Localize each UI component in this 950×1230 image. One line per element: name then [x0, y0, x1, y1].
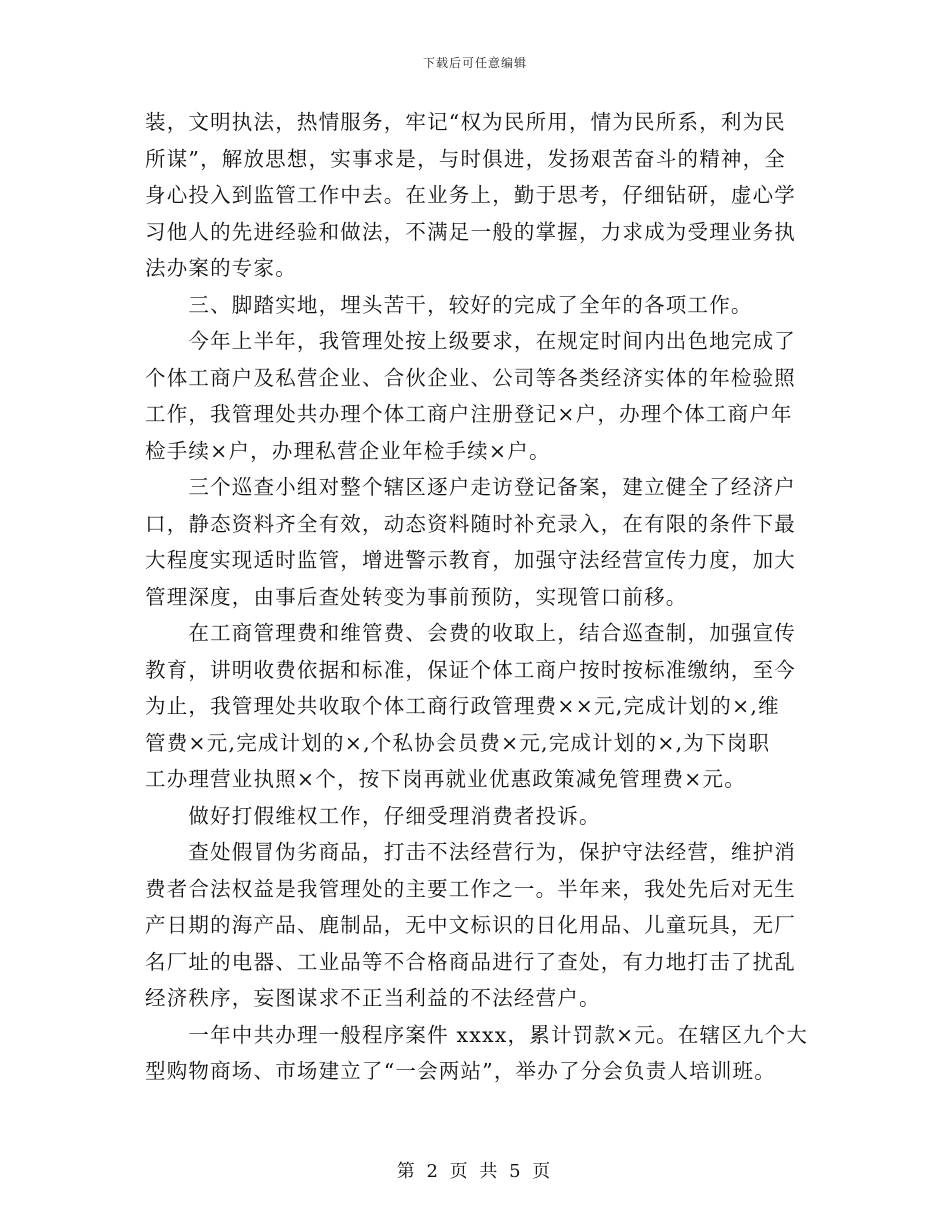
text-line: 大程度实现适时监管，增进警示教育，加强守法经营宣传力度，加大 — [145, 548, 796, 572]
text-line: 口，静态资料齐全有效，动态资料随时补充录入，在有限的条件下最 — [145, 511, 796, 536]
header-note: 下载后可任意编辑 — [422, 56, 527, 70]
text-line: 身心投入到监管工作中去。在业务上，勤于思考，仔细钻研，虚心学 — [145, 183, 796, 207]
page-number-footer: 第 2 页 共 5 页 — [396, 1161, 554, 1182]
text-line: 工作，我管理处共办理个体工商户注册登记×户，办理个体工商户年 — [145, 402, 793, 426]
text-line: 习他人的先进经验和做法，不满足一般的掌握，力求成为受理业务执 — [145, 219, 796, 244]
text-line: 装，文明执法，热情服务，牢记“权为民所用，情为民所系，利为民 — [145, 110, 786, 134]
text-line: 管理深度，由事后查处转变为事前预防，实现管口前移。 — [145, 584, 688, 609]
text-line: 个体工商户及私营企业、合伙企业、公司等各类经济实体的年检验照 — [145, 365, 796, 390]
text-line: 检手续×户，办理私营企业年检手续×户。 — [145, 438, 551, 463]
text-line: 在工商管理费和维管费、会费的收取上，结合巡查制，加强宣传 — [145, 621, 796, 645]
text-line: 产日期的海产品、鹿制品，无中文标识的日化用品、儿童玩具，无厂 — [145, 913, 796, 937]
text-line: 三、脚踏实地，埋头苦干，较好的完成了全年的各项工作。 — [145, 292, 753, 317]
text-line: 名厂址的电器、工业品等不合格商品进行了查处，有力地打击了扰乱 — [145, 949, 796, 974]
text-line: 费者合法权益是我管理处的主要工作之一。半年来，我处先后对无生 — [145, 876, 796, 901]
text-line: 查处假冒伪劣商品，打击不法经营行为，保护守法经营，维护消 — [145, 840, 796, 864]
text-line: 一年中共办理一般程序案件 xxxx，累计罚款×元。在辖区九个大 — [145, 1022, 809, 1047]
body-text — [145, 104, 809, 1090]
text-line: 三个巡查小组对整个辖区逐户走访登记备案，建立健全了经济户 — [145, 475, 796, 499]
text-line: 工办理营业执照×个，按下岗再就业优惠政策减免管理费×元。 — [145, 767, 746, 791]
text-line: 今年上半年，我管理处按上级要求，在规定时间内出色地完成了 — [145, 329, 796, 353]
text-line: 管费×元,完成计划的×,个私协会员费×元,完成计划的×,为下岗职 — [145, 730, 771, 755]
text-line: 法办案的专家。 — [145, 256, 297, 280]
text-line: 为止，我管理处共收取个体工商行政管理费××元,完成计划的×,维 — [145, 694, 780, 718]
text-line: 经济秩序，妄图谋求不正当利益的不法经营户。 — [145, 986, 601, 1010]
text-line: 型购物商场、市场建立了“一会两站”，举办了分会负责人培训班。 — [145, 1059, 776, 1083]
text-line: 所谋”，解放思想，实事求是，与时俱进，发扬艰苦奋斗的精神，全 — [145, 146, 786, 171]
text-line: 教育，讲明收费依据和标准，保证个体工商户按时按标准缴纳，至今 — [145, 657, 796, 682]
text-line: 做好打假维权工作，仔细受理消费者投诉。 — [145, 803, 601, 828]
